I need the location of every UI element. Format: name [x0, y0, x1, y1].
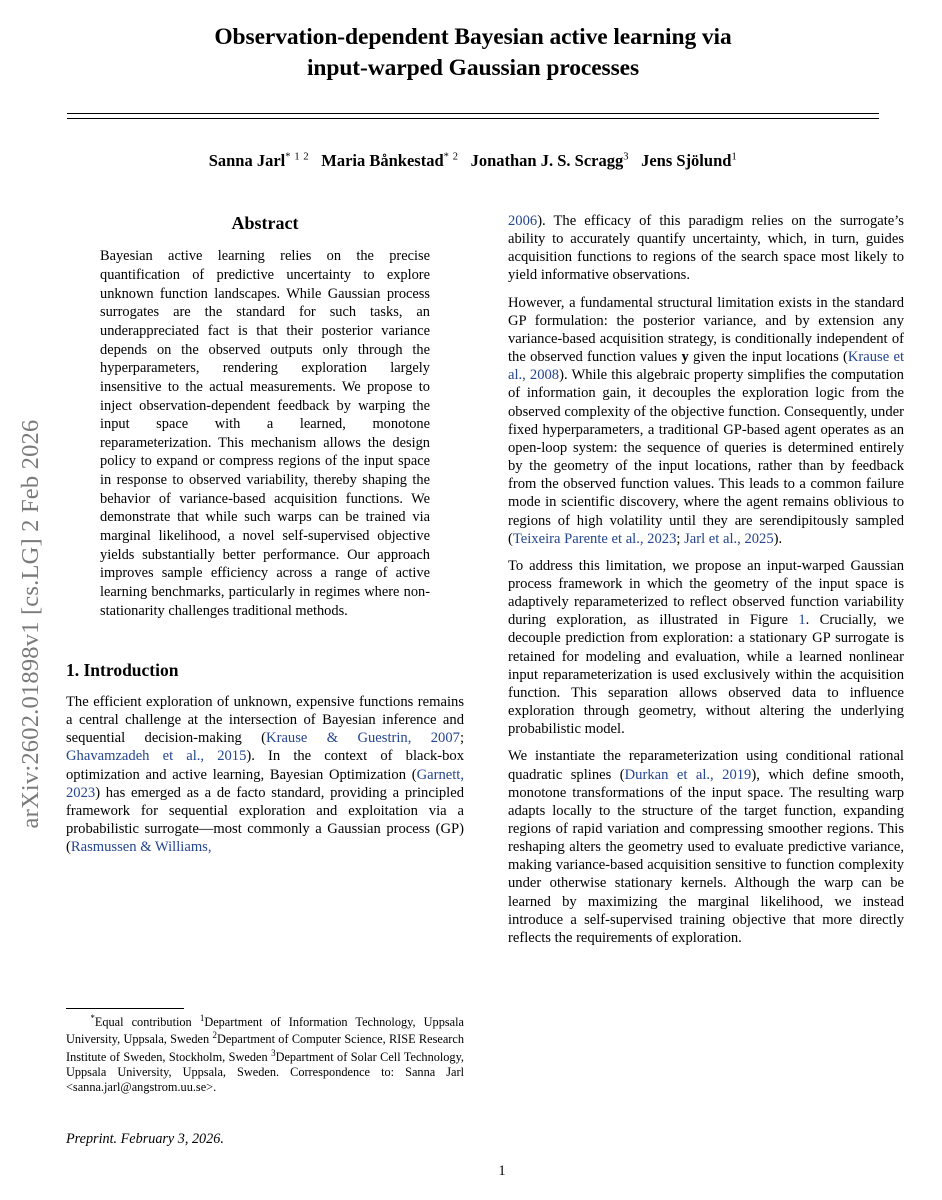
footnote-text-2: Department of Information Technology, Uppsala University, Uppsala, Sweden [66, 1015, 464, 1047]
intro-text-1: The efficient exploration of unknown, expensive functions remains a central challenge at the intersection of Bayesian inference and sequential decision-making ( [66, 694, 464, 747]
footnote-text-3: Department of Computer Science, RISE Research Institute of Sweden, Stockholm, Sweden [66, 1032, 464, 1064]
figure-reference-1[interactable]: 1 [798, 612, 806, 629]
citation-separator: ; [676, 530, 685, 547]
right-text-2a: However, a fundamental structural limitation exists in the standard GP formulation: the posterior variance, and by extension any variance-based acquisition strategy, is conditionally independent of the observed function values [508, 294, 904, 366]
right-text-2d: ). [773, 530, 783, 547]
title-block [67, 22, 879, 84]
page-title [67, 22, 879, 84]
preprint-notice: Preprint. February 3, 2026. [66, 1131, 224, 1147]
citation-teixeira-parente-2023[interactable]: Teixeira Parente et al., 2023 [512, 530, 677, 547]
author-2-name: Maria Bånkestad [321, 151, 444, 170]
arxiv-stamp-text: arXiv:2602.01898v1 [cs.LG] 2 Feb 2026 [17, 419, 44, 829]
paper-page [62, 0, 942, 1200]
right-column [508, 212, 904, 956]
right-paragraph-1 [508, 212, 904, 285]
author-3-marks: 3 [623, 151, 630, 163]
page-number: 1 [498, 1163, 506, 1179]
paper-title-line-2: input-warped Gaussian processes [306, 55, 640, 82]
math-symbol-y: y [681, 349, 689, 366]
author-2-marks: * 2 [443, 151, 459, 163]
author-4 [641, 151, 737, 170]
intro-text-2: ). In the context of black-box optimization and active learning, Bayesian Optimization ( [66, 748, 464, 783]
author-3 [471, 151, 630, 170]
footnote-star-mark: * [90, 1013, 95, 1023]
section-heading-introduction: 1. Introduction [66, 660, 179, 681]
author-1-marks: * 1 2 [285, 151, 310, 163]
right-paragraph-3 [508, 557, 904, 739]
right-text-3a: To address this limitation, we propose an input-warped Gaussian process framework in which the geometry of the input space is adaptively reparameterized to reflect observed function variability during exploration, as illustrated in Figure [508, 557, 904, 629]
footnote-mark-3: 3 [271, 1047, 276, 1058]
title-rule-top [67, 113, 879, 114]
citation-jarl-2025[interactable]: Jarl et al., 2025 [684, 530, 774, 547]
citation-krause-guestrin-2007[interactable]: Krause & Guestrin, 2007 [266, 730, 460, 747]
intro-text-3: ) has emerged as a de facto standard, providing a principled framework for sequential exploration and exploitation via a probabilistic surrogate—most commonly a Gaussian process (GP) ( [66, 784, 464, 856]
right-text-2b: given the input locations ( [688, 349, 848, 366]
abstract-body: Bayesian active learning relies on the precise quantification of predictive uncertainty to explore unknown function landscapes. While Gaussian process surrogates are the standard for such tasks, an underappreciated fact is that their posterior variance depends on the observed outputs only through the hyperparameters, rendering exploration largely insensitive to the actual measurements. We propose to inject observation-dependent feedback by warping the input space with a learned, monotone reparameterization. This mechanism allows the design policy to expand or compress regions of the input space in response to observed variability, thereby shaping the behavior of variance-based acquisition functions. We demonstrate that while such warps can be trained via marginal likelihood, a novel self-supervised objective yields substantially better performance. Our approach improves sample efficiency across a range of active learning benchmarks, particularly in regimes where non-stationarity challenges traditional methods. [100, 248, 430, 619]
footnote-text [66, 1013, 464, 1095]
footnote-text-1: Equal contribution [94, 1015, 200, 1030]
right-paragraph-4 [508, 747, 904, 947]
footnote-block [66, 1008, 464, 1095]
intro-paragraph-1 [66, 693, 464, 856]
author-2 [321, 151, 458, 170]
citation-ghavamzadeh-2015[interactable]: Ghavamzadeh et al., 2015 [66, 748, 247, 765]
footnote-mark-2: 2 [212, 1030, 217, 1041]
left-column [66, 212, 464, 865]
citation-durkan-2019[interactable]: Durkan et al., 2019 [624, 766, 752, 783]
author-1 [209, 151, 310, 170]
author-4-marks: 1 [731, 151, 738, 163]
right-text-4b: ), which define smooth, monotone transformations of the input space. The resulting warp adapts locally to the structure of the target function, expanding regions of rapid variation and compressing smoother regions. This reshaping alters the geometry used to evaluate predictive variance, making variance-based acquisition sensitive to function complexity under otherwise stationary kernels. Although the warp can be learned by maximizing the marginal likelihood, we instead introduce a self-supervised training objective that more directly reflects the requirements of exploration. [508, 766, 904, 946]
footnote-mark-1: 1 [199, 1013, 205, 1023]
right-paragraph-2 [508, 294, 904, 548]
author-3-name: Jonathan J. S. Scragg [470, 151, 624, 170]
footnote-text-4: Department of Solar Cell Technology, Uppsala University, Uppsala, Sweden. Correspondence to: Sanna Jarl <sanna.jarl@angstrom.uu.se>. [66, 1049, 464, 1094]
citation-rasmussen-williams[interactable]: Rasmussen & Williams, [70, 839, 212, 856]
paper-title-line-1: Observation-dependent Bayesian active learning via [214, 24, 732, 50]
title-rule-bottom [67, 118, 879, 119]
author-1-name: Sanna Jarl [208, 151, 286, 170]
author-list [67, 151, 879, 171]
citation-rasmussen-williams-2006-year[interactable]: 2006 [508, 213, 538, 229]
citation-krause-2008[interactable]: Krause et al., 2008 [508, 349, 904, 384]
right-text-3b: . Crucially, we decouple prediction from exploration: a stationary GP surrogate is retained for modeling and evaluation, while a learned nonlinear input reparameterization is used exclusively within the acquisition function. This separation allows observed data to influence exploration through geometry, without altering the underlying probabilistic model. [508, 612, 905, 738]
right-text-4a: We instantiate the reparameterization using conditional rational quadratic splines ( [508, 748, 904, 783]
right-text-2c: ). While this algebraic property simplifies the computation of information gain, it decouples the exploration logic from the observed complexity of the objective function. Consequently, under fixed hyperparameters, a traditional GP-based agent operates as an open-loop system: the sequence of queries is determined entirely by the geometry of the input locations, rather than by feedback from the observed function values. This leads to a common failure mode in scientific discovery, where the agent remains oblivious to regions of high volatility until they are serendipitously sampled ( [508, 367, 904, 547]
arxiv-stamp [0, 0, 62, 1200]
citation-separator: ; [459, 730, 464, 747]
author-4-name: Jens Sjölund [641, 151, 732, 170]
abstract-heading: Abstract [231, 213, 299, 233]
footnote-rule [66, 1008, 184, 1009]
right-text-1: ). The efficacy of this paradigm relies on the surrogate’s ability to accurately quantify uncertainty, which, in turn, guides acquisition functions to regions of the search space most likely to yield informative observations. [508, 213, 904, 284]
citation-garnett-2023[interactable]: Garnett, 2023 [66, 766, 464, 801]
